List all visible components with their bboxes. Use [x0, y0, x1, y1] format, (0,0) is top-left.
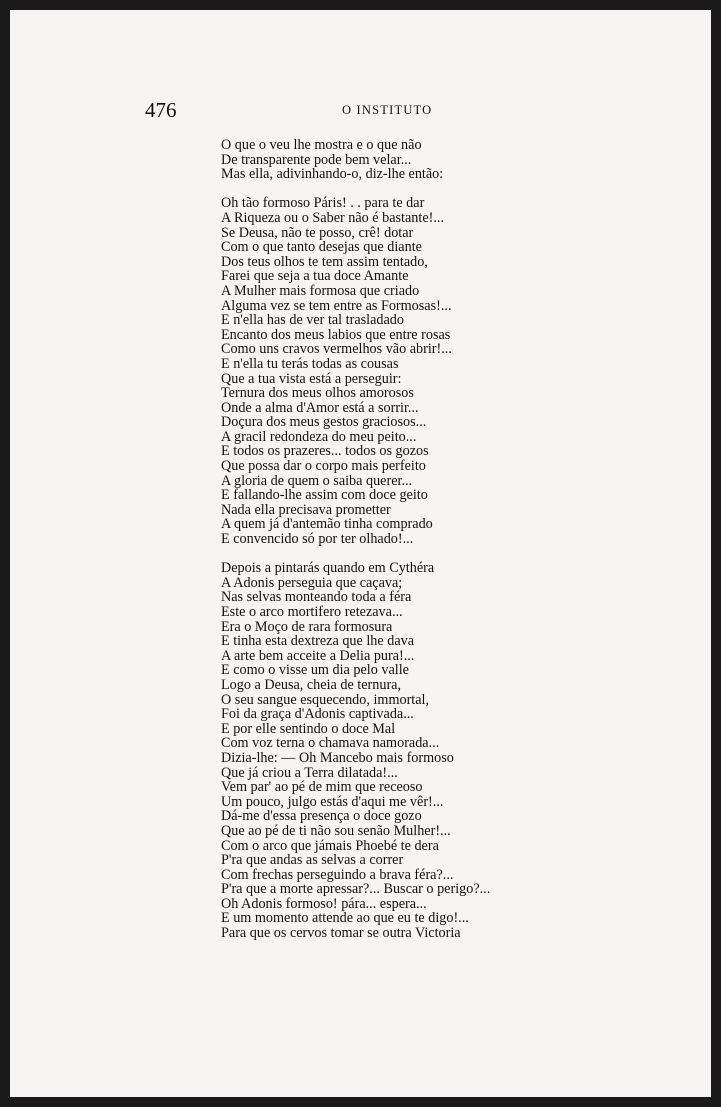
verse-line: Vem par' ao pé de mim que receoso	[221, 779, 423, 796]
verse-line: O seu sangue esquecendo, immortal,	[221, 691, 430, 708]
verse-line: E um momento attende ao que eu te digo!...	[221, 910, 469, 927]
verse-line: E n'ella has de ver tal trasladado	[221, 312, 404, 329]
verse-line: Dá-me d'essa presença o doce gozo	[221, 808, 422, 825]
verse-line: Depois a pintarás quando em Cythéra	[221, 560, 435, 577]
verse-line: Com frechas perseguindo a brava féra?...	[221, 866, 454, 883]
verse-line: A Adonis perseguia que caçava;	[221, 574, 403, 591]
verse-line: O que o veu lhe mostra e o que não	[221, 137, 422, 153]
verse-line: E por elle sentindo o doce Mal	[221, 720, 396, 737]
book-page	[10, 10, 711, 1097]
verse-line: Nada ella precisava prometter	[221, 501, 391, 518]
verse-line: Foi da graça d'Adonis captivada...	[221, 706, 414, 723]
verse-line: Que já criou a Terra dilatada!...	[221, 764, 398, 781]
verse-line: De transparente pode bem velar...	[221, 151, 412, 168]
stanza-1	[221, 138, 490, 182]
verse-line: Para que os cervos tomar se outra Victoria	[221, 925, 461, 942]
verse-line: Dizia-lhe: — Oh Mancebo mais formoso	[221, 749, 454, 766]
verse-line: Doçura dos meus gestos graciosos...	[221, 414, 427, 431]
verse-line: Que a tua vista está a perseguir:	[221, 370, 402, 387]
verse-line: Ternura dos meus olhos amorosos	[221, 385, 414, 402]
verse-line: Encanto dos meus labios que entre rosas	[221, 326, 451, 343]
verse-line: Como uns cravos vermelhos vão abrir!...	[221, 341, 452, 358]
verse-line: E como o visse um dia pelo valle	[221, 662, 409, 679]
verse-line: Com o arco que jámais Phoebé te dera	[221, 837, 439, 854]
verse-line: A gloria de quem o saiba querer...	[221, 472, 413, 489]
verse-line: Era o Moço de rara formosura	[221, 618, 393, 635]
verse-line: E fallando-lhe assim com doce geito	[221, 487, 428, 504]
verse-line: E n'ella tu terás todas as cousas	[221, 355, 399, 372]
verse-line: Oh tão formoso Páris! . . para te dar	[221, 195, 425, 212]
verse-line: Logo a Deusa, cheia de ternura,	[221, 676, 402, 693]
stanza-2	[221, 196, 490, 546]
verse-line: A Mulher mais formosa que criado	[221, 282, 420, 299]
verse-line: Que ao pé de ti não sou senão Mulher!...	[221, 822, 451, 839]
stanza-3	[221, 561, 490, 940]
page-number: 476	[145, 98, 177, 122]
verse-line: Dos teus olhos te tem assim tentado,	[221, 253, 428, 270]
verse-line: Este o arco mortifero retezava...	[221, 604, 403, 620]
running-title: O INSTITUTO	[342, 103, 433, 117]
verse-line: Um pouco, julgo estás d'aqui me vêr!...	[221, 793, 444, 810]
verse-line: E todos os prazeres... todos os gozos	[221, 443, 429, 460]
verse-line: Com voz terna o chamava namorada...	[221, 735, 440, 752]
verse-line: Alguma vez se tem entre as Formosas!...	[221, 297, 452, 314]
verse-line: E convencido só por ter olhado!...	[221, 531, 414, 548]
verse-line: Mas ella, adivinhando-o, diz-lhe então:	[221, 166, 444, 183]
verse-line: Nas selvas monteando toda a féra	[221, 589, 412, 606]
poem-body	[221, 138, 490, 941]
verse-line: A arte bem acceite a Delia pura!...	[221, 647, 415, 664]
verse-line: Farei que seja a tua doce Amante	[221, 268, 409, 285]
verse-line: Com o que tanto desejas que diante	[221, 239, 422, 256]
verse-line: Oh Adonis formoso! pára... espera...	[221, 895, 427, 912]
verse-line: Que possa dar o corpo mais perfeito	[221, 458, 426, 475]
verse-line: P'ra que a morte apressar?... Buscar o perigo?...	[221, 881, 491, 898]
verse-line: A quem já d'antemão tinha comprado	[221, 516, 433, 533]
verse-line: P'ra que andas as selvas a correr	[221, 852, 404, 869]
verse-line: Se Deusa, não te posso, crê! dotar	[221, 224, 414, 241]
verse-line: E tinha esta dextreza que lhe dava	[221, 633, 415, 650]
verse-line: Onde a alma d'Amor está a sorrir...	[221, 399, 419, 416]
verse-line: A gracil redondeza do meu peito...	[221, 428, 417, 445]
verse-line: A Riqueza ou o Saber não é bastante!...	[221, 209, 444, 226]
